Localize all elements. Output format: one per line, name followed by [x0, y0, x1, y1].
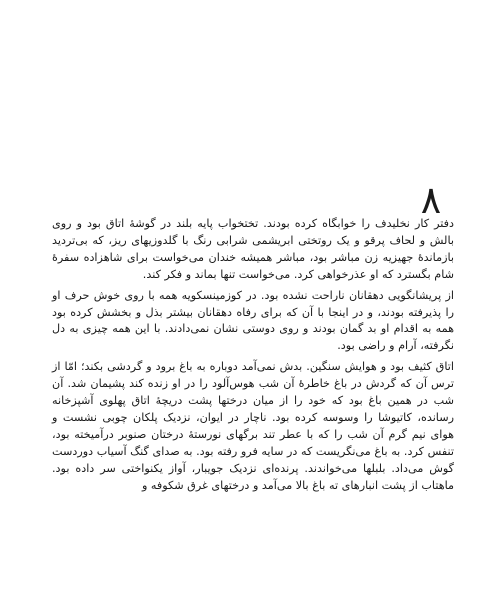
paragraph: از پریشانگویی دهقانان ناراحت نشده بود. در کوزمینسکویه همه با روی خوش حرف او را پذیرفته بودند، و در اینجا با آن که برای رفاه دهقانان بیشتر بذل و بخشش کرده بود همه به اقدام او بد گمان بودند و روی دوستی نشان نمی‌دادند. با این همه چیزی به دل نگرفته، آرام و راضی بود. — [52, 288, 454, 353]
body-text — [52, 216, 454, 499]
chapter-number: ۸ — [420, 178, 442, 222]
paragraph: اتاق کثیف بود و هوایش سنگین. بدش نمی‌آمد دوباره به باغ برود و گردشی بکند؛ امّا از ترس آن که گردش در باغ خاطرهٔ آن شب هوس‌آلود را در او زنده کند پشیمان شد. آن شب در همین باغ بود که خود را از میان درختها پشت دریچهٔ اتاق پهلوی آشپزخانه رسانده، کاتیوشا را وسوسه کرده بود. ناچار در ایوان، نزدیک پلکان چوبی نشست و هوای نیم گرم آن شب را که با عطر تند برگهای نورستهٔ درختان صنوبر درآمیخته بود، تنفس کرد. به باغ می‌نگریست که در سایه فرو رفته بود. به صدای گنگ آسیاب دوردست گوش می‌داد. بلبلها می‌خواندند. پرنده‌ای نزدیک جویبار، آواز یکنواختی سر داده بود. ماهتاب از پشت انبارهای ته باغ بالا می‌آمد و درختهای غرق شکوفه و — [52, 360, 454, 492]
paragraph: دفتر کار نخلیدف را خوابگاه کرده بودند. تختخواب پایه بلند در گوشهٔ اتاق بود و روی بالش و لحاف پرقو و یک روتختی ابریشمی شرابی رنگ با گلدوزیهای ریز، که بی‌تردید بازماندهٔ جهیزیه زن مباشر بود، مباشر همیشه خندان می‌خواست برای شاهزاده سفرهٔ شام بگسترد که او عذرخواهی کرد. می‌خواست تنها بماند و فکر کند. — [52, 217, 454, 281]
